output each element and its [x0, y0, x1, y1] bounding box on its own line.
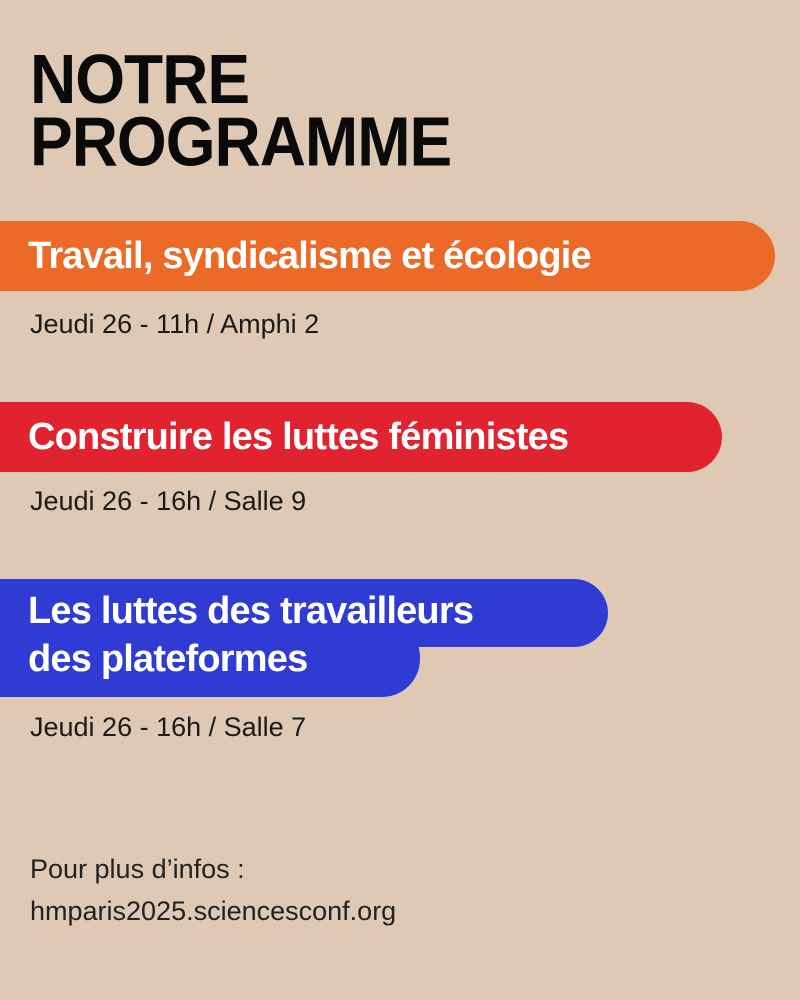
session-3-title-banner — [0, 579, 610, 699]
session-1-info: Jeudi 26 - 11h / Amphi 2 — [30, 309, 320, 339]
session-3-title — [28, 587, 473, 683]
session-3-title-line-2: des plateformes — [28, 638, 308, 680]
session-1-title-banner: Travail, syndicalisme et écologie — [0, 221, 775, 291]
session-2-info: Jeudi 26 - 16h / Salle 9 — [30, 486, 307, 516]
page-title-line-1: NOTRE — [30, 40, 249, 119]
footer — [30, 848, 396, 932]
session-2-title-banner: Construire les luttes féministes — [0, 402, 722, 472]
page-title-line-2: PROGRAMME — [30, 103, 452, 181]
footer-url[interactable]: hmparis2025.sciencesconf.org — [30, 896, 397, 926]
footer-label: Pour plus d’infos : — [30, 854, 245, 884]
session-3-info: Jeudi 26 - 16h / Salle 7 — [30, 712, 307, 742]
page-title — [30, 40, 452, 181]
session-3-title-line-1: Les luttes des travailleurs — [28, 590, 474, 632]
